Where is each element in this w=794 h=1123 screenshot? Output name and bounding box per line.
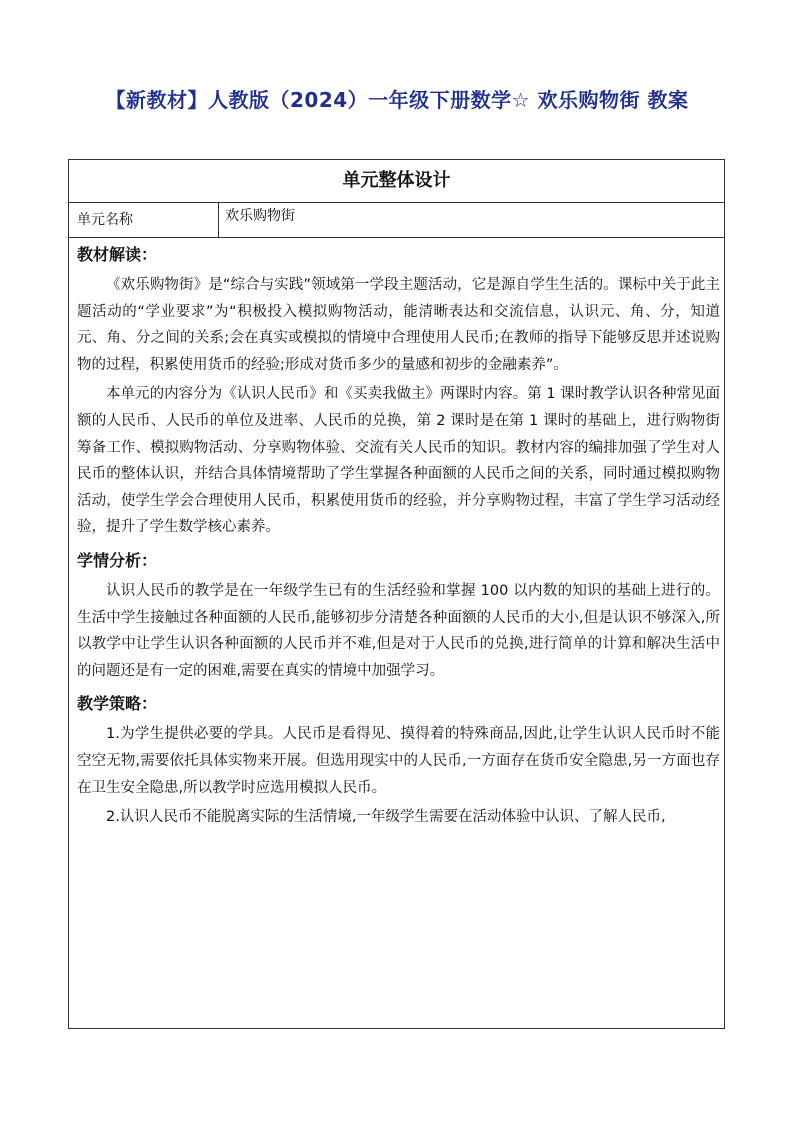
unit-design-table (68, 159, 725, 1029)
table-content (69, 238, 724, 831)
textbook-paragraph: 本单元的内容分为《认识人民币》和《买卖我做主》两课时内容。第 1 课时教学认识各种常见面额的人民币、人民币的单位及进率、人民币的兑换，第 2 课时是在第 1 课时的基础上，进行购物街筹备工作、模拟购物活动、分享购物体验、交流有关人民币的知识。教材内容的编排加强了学生对人民币的整体认识，并结合具体情境帮助了学生掌握各种面额的人民币之间的关系，同时通过模拟购物活动，使学生学会合理使用人民币，积累使用货币的经验，并分享购物过程，丰富了学生学习活动经验，提升了学生数学核心素养。 (77, 386, 720, 536)
section-title-teaching-strategy: 教学策略： (77, 694, 158, 714)
section-title-learner-analysis: 学情分析： (77, 550, 158, 570)
strategy-paragraph: 2.认识人民币不能脱离实际的生活情境,一年级学生需要在活动体验中认识、了解人民币, (106, 809, 666, 826)
table-header: 单元整体设计 (69, 160, 724, 203)
unit-name-value: 欢乐购物街 (225, 208, 295, 224)
section-title-textbook: 教材解读： (77, 245, 158, 264)
unit-name-row (69, 203, 724, 238)
learner-analysis-paragraph: 认识人民币的教学是在一年级学生已有的生活经验和掌握 100 以内数的知识的基础上进行的。生活中学生接触过各种面额的人民币,能够初步分清楚各种面额的人民币的大小,但是认识不够深入,所以教学中让学生认识各种面额的人民币并不难,但是对于人民币的兑换,进行简单的计算和解决生活中的问题还是有一定的困难,需要在真实的情境中加强学习。 (77, 582, 720, 679)
strategy-paragraph: 1.为学生提供必要的学具。人民币是看得见、摸得着的特殊商品,因此,让学生认识人民币时不能空空无物,需要依托具体实物来开展。但选用现实中的人民币,一方面存在货币安全隐患,另一方面也存在卫生安全隐患,所以教学时应选用模拟人民币。 (77, 726, 720, 796)
textbook-paragraph: 《欢乐购物街》是“综合与实践”领域第一学段主题活动，它是源自学生生活的。课标中关于此主题活动的“学业要求”为“积极投入模拟购物活动，能清晰表达和交流信息，认识元、角、分，知道元、角、分之间的关系;会在真实或模拟的情境中合理使用人民币;在教师的指导下能够反思并述说购物的过程，积累使用货币的经验;形成对货币多少的量感和初步的金融素养”。 (77, 277, 720, 373)
document-title: 【新教材】人教版（2024）一年级下册数学☆ 欢乐购物街 教案 (105, 88, 689, 112)
unit-name-label: 单元名称 (69, 203, 219, 237)
